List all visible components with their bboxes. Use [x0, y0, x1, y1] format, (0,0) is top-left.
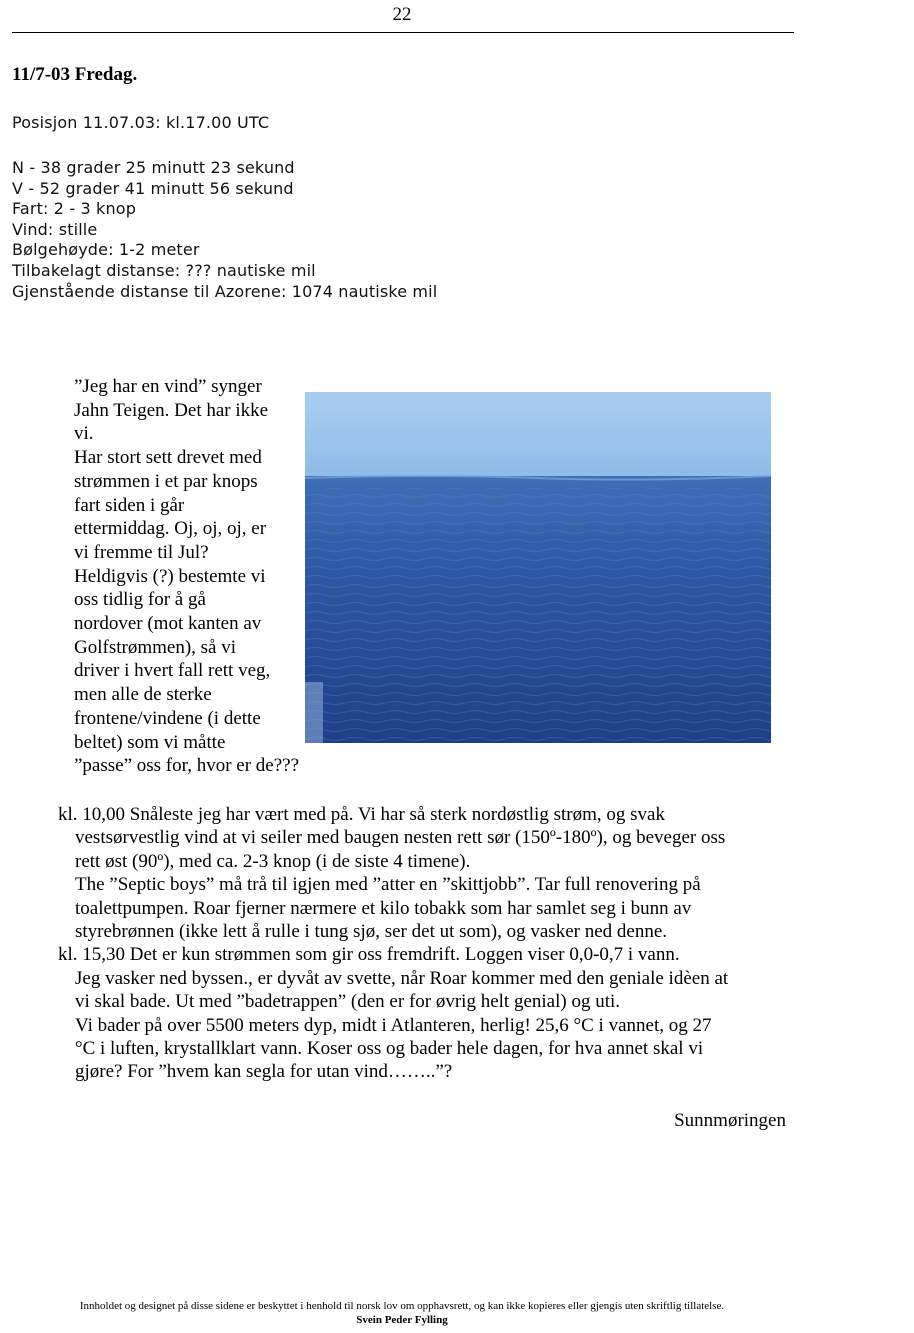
side-text-line: vi.	[74, 423, 94, 445]
position-stats-list	[12, 158, 437, 302]
log-line: vestsørvestlig vind at vi seiler med baugen nesten rett sør (150º-180º), og beveger oss	[75, 827, 726, 849]
log-entries	[58, 803, 798, 1084]
log-line: styrebrønnen (ikke lett å rulle i tung sjø, ser det ut som), og vasker ned denne.	[75, 921, 668, 943]
log-line: rett øst (90º), med ca. 2-3 knop (i de siste 4 timene).	[75, 850, 471, 872]
longitude-line: V - 52 grader 41 minutt 56 sekund	[12, 178, 294, 198]
side-text-line: ettermiddag. Oj, oj, oj, er	[74, 518, 267, 540]
side-paragraph	[74, 375, 326, 778]
side-text-line: nordover (mot kanten av	[74, 613, 262, 635]
side-text-line: vi fremme til Jul?	[74, 541, 209, 563]
distance-remaining-line: Gjenstående distanse til Azorene: 1074 nautiske mil	[12, 281, 438, 301]
latitude-line: N - 38 grader 25 minutt 23 sekund	[12, 158, 295, 177]
speed-line: Fart: 2 - 3 knop	[12, 199, 137, 219]
log-entry-1000	[58, 803, 798, 943]
side-text-line: frontene/vindene (i dette	[74, 707, 261, 729]
log-line: gjøre? For ”hvem kan segla for utan vind……..”?	[75, 1061, 453, 1083]
side-text-line: beltet) som vi måtte	[74, 731, 226, 753]
side-text-line: Har stort sett drevet med	[74, 447, 262, 469]
log-line: vi skal bade. Ut med ”badetrappen” (den er for øvrig helt genial) og uti.	[75, 991, 620, 1013]
date-heading: 11/7-03 Fredag.	[12, 64, 138, 85]
log-line: kl. 10,00 Snåleste jeg har vært med på. Vi har så sterk nordøstlig strøm, og svak	[58, 804, 665, 825]
log-line: The ”Septic boys” må trå til igjen med ”atter en ”skittjobb”. Tar full renovering på	[75, 874, 701, 896]
side-text-line: oss tidlig for å gå	[74, 589, 206, 611]
side-text-line: Golfstrømmen), så vi	[74, 636, 237, 658]
side-text-line: Heldigvis (?) bestemte vi	[74, 565, 266, 587]
header-divider	[12, 32, 794, 33]
log-line: kl. 15,30 Det er kun strømmen som gir oss fremdrift. Loggen viser 0,0-0,7 i vann.	[58, 944, 680, 966]
side-text-line: ”Jeg har en vind” synger	[74, 376, 262, 397]
ocean-photo	[305, 392, 771, 743]
log-line: °C i luften, krystallklart vann. Koser oss og bader hele dagen, for hva annet skal vi	[75, 1038, 704, 1060]
wind-line: Vind: stille	[12, 219, 98, 239]
footer-author: Svein Peder Fylling	[356, 1314, 448, 1326]
side-text-line: ”passe” oss for, hvor er de???	[74, 755, 300, 777]
side-text-line: fart siden i går	[74, 494, 185, 516]
signature: Sunnmøringen	[674, 1110, 786, 1131]
log-line: Vi bader på over 5500 meters dyp, midt i Atlanteren, herlig! 25,6 °C i vannet, og 27	[75, 1014, 712, 1036]
log-line: Jeg vasker ned byssen., er dyvåt av svette, når Roar kommer med den geniale idèen at	[75, 967, 729, 989]
side-text-line: Jahn Teigen. Det har ikke	[74, 399, 269, 421]
copyright-footer	[0, 1299, 804, 1327]
log-entry-1530	[58, 943, 798, 1083]
wave-height-line: Bølgehøyde: 1-2 meter	[12, 240, 200, 260]
distance-covered-line: Tilbakelagt distanse: ??? nautiske mil	[12, 260, 316, 280]
page-number: 22	[392, 4, 412, 25]
position-line: Posisjon 11.07.03: kl.17.00 UTC	[12, 113, 270, 132]
side-text-line: driver i hvert fall rett veg,	[74, 660, 271, 682]
side-text-line: men alle de sterke	[74, 684, 212, 706]
copyright-notice: Innholdet og designet på disse sidene er beskyttet i henhold til norsk lov om opphavsrett, og kan ikke kopieres eller gjengis uten skriftlig tillatelse.	[79, 1300, 725, 1312]
log-line: toalettpumpen. Roar fjerner nærmere et kilo tobakk som har samlet seg i bunn av	[75, 897, 692, 919]
side-text-line: strømmen i et par knops	[74, 470, 258, 492]
